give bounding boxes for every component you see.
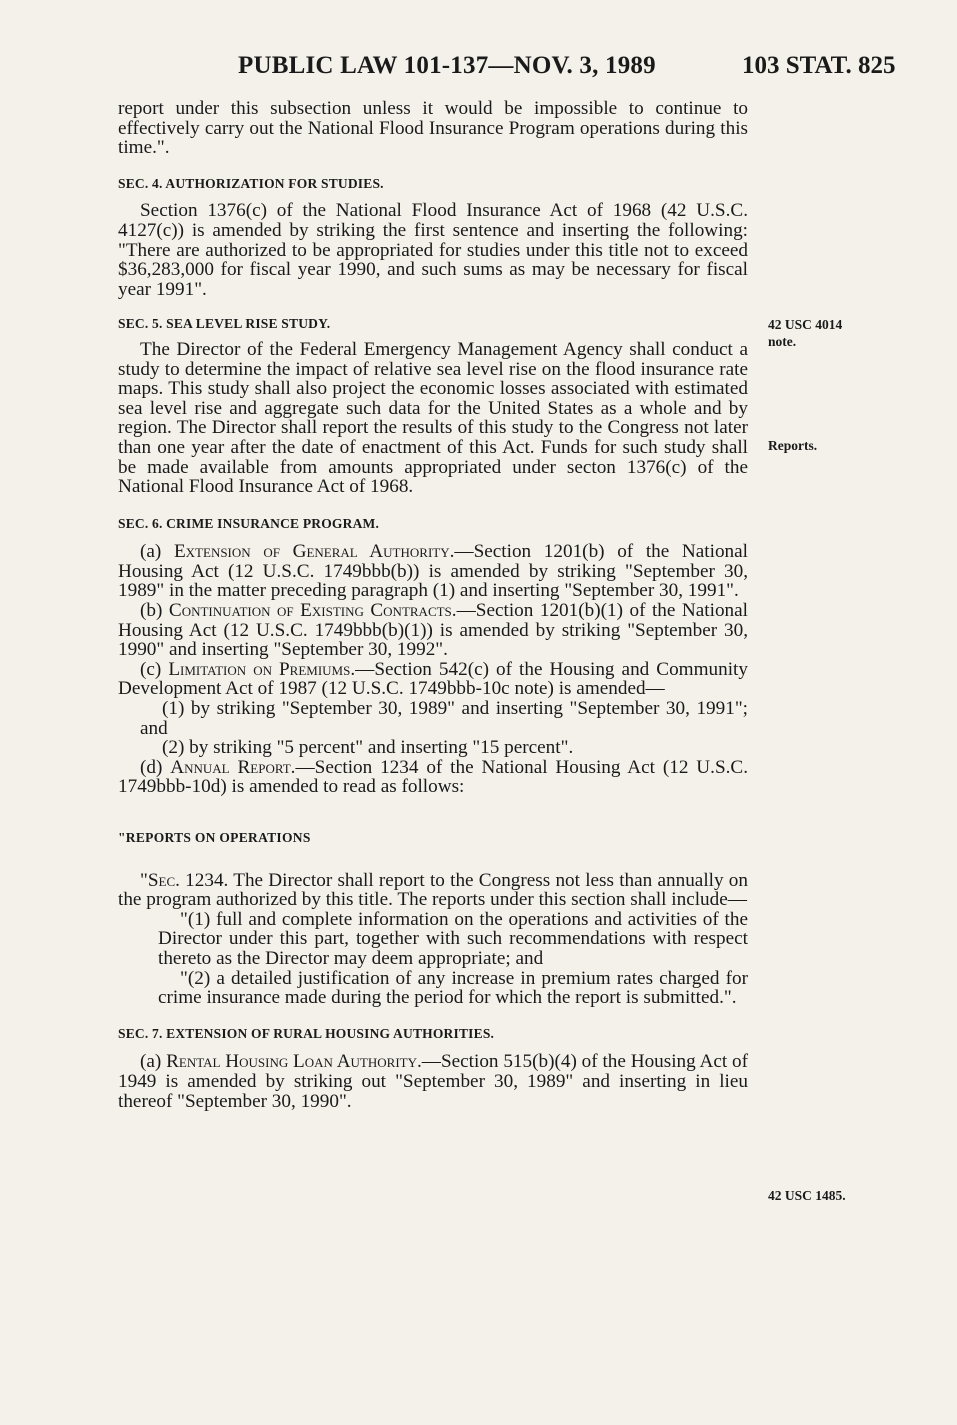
subsection-c-caption: Limitation on Premiums.	[168, 658, 356, 680]
subsection-b-label: (b)	[140, 600, 169, 622]
subsection-a-caption: Extension of General Authority.	[173, 541, 455, 563]
report-item-1: "(1) full and complete information on the operations and activities of the Director under this part, together with such recommendations with respect thereto as the Director may deem appropriate; and	[158, 908, 748, 969]
margin-note-usc-4014-line1: 42 USC 4014	[768, 317, 843, 332]
reports-on-operations-heading: "REPORTS ON OPERATIONS	[118, 830, 311, 845]
section-5-text: The Director of the Federal Emergency Management Agency shall conduct a study to determine the impact of relative sea level rise on the flood insurance rate maps. This study shall also project the economic losses associated with estimated sea level rise and aggregate such data for the United States as a whole and by region. The Director shall report the results of this study to the Congress not later than one year after the date of enactment of this Act. Funds for such study shall be made available from amounts appropriated under secton 1376(c) of the National Flood Insurance Act of 1968.	[118, 338, 748, 498]
subsection-c-text: —Section 542(c) of the Housing and Community Development Act of 1987 (12 U.S.C. 1749bbb-10c note) is amended—	[118, 658, 748, 700]
section-7-a-caption: Rental Housing Loan Authority.	[166, 1051, 422, 1073]
subsection-d-text: —Section 1234 of the National Housing Act (12 U.S.C. 1749bbb-10d) is amended to read as follows:	[118, 756, 749, 798]
subsection-d-caption: Annual Report.	[170, 756, 296, 778]
section-7-a-text: —Section 515(b)(4) of the Housing Act of 1949 is amended by striking out "September 30, 1989" and inserting in lieu thereof "September 30, 1990".	[118, 1051, 748, 1112]
subsection-b-caption: Continuation of Existing Contracts.	[168, 600, 457, 622]
subsection-c-paragraph-2: (2) by striking "5 percent" and inserting "15 percent".	[162, 737, 574, 759]
margin-note-reports: Reports.	[768, 438, 818, 453]
subsection-c-paragraph-1: (1) by striking "September 30, 1989" and inserting "September 30, 1991"; and	[140, 698, 748, 739]
section-6-heading: SEC. 6. CRIME INSURANCE PROGRAM.	[118, 515, 380, 531]
section-1234-text	[118, 871, 748, 910]
section-6-subsection-b	[118, 601, 748, 660]
section-6-subsection-d	[118, 758, 748, 797]
section-4-text: Section 1376(c) of the National Flood Insurance Act of 1968 (42 U.S.C. 4127(c)) is amended by striking the first sentence and inserting the following: "There are authorized to be appropriated for studies under this title not to exceed $36,283,000 for fiscal year 1990, and such sums as may be necessary for fiscal year 1991".	[118, 200, 748, 300]
section-7-subsection-a	[118, 1052, 748, 1111]
subsection-c-label: (c)	[140, 658, 169, 680]
margin-note-usc-1485: 42 USC 1485.	[768, 1188, 846, 1203]
section-7-heading: SEC. 7. EXTENSION OF RURAL HOUSING AUTHORITIES.	[118, 1025, 495, 1041]
page-header-stat: 103 STAT. 825	[742, 52, 896, 79]
subsection-a-text: —Section 1201(b) of the National Housing Act (12 U.S.C. 1749bbb(b)) is amended by striking "September 30, 1989" in the matter preceding paragraph (1) and inserting "September 30, 1991".	[118, 541, 748, 602]
margin-note-usc-4014	[768, 316, 842, 350]
subsection-a-label: (a)	[140, 541, 174, 563]
section-1234-lead: "Sec.	[140, 869, 180, 891]
section-6-subsection-a	[118, 542, 748, 601]
section-6-subsection-c	[118, 660, 748, 699]
page-header-title: PUBLIC LAW 101-137—NOV. 3, 1989	[238, 52, 656, 79]
report-item-2: "(2) a detailed justification of any increase in premium rates charged for crime insurance made during the period for which the report is submitted.".	[158, 967, 748, 1009]
section-1234-body: 1234. The Director shall report to the Congress not less than annually on the program authorized by this title. The reports under this section shall include—	[118, 869, 748, 911]
subsection-d-label: (d)	[140, 756, 171, 778]
subsection-b-text: —Section 1201(b)(1) of the National Housing Act (12 U.S.C. 1749bbb(b)(1)) is amended by striking "September 30, 1990" and inserting "September 30, 1992".	[118, 600, 748, 661]
section-7-a-label: (a)	[140, 1051, 167, 1073]
document-body	[118, 99, 748, 1111]
section-4-heading: SEC. 4. AUTHORIZATION FOR STUDIES.	[118, 175, 384, 191]
section-5-heading: SEC. 5. SEA LEVEL RISE STUDY.	[118, 316, 331, 332]
paragraph-continuation: report under this subsection unless it would be impossible to continue to effectively carry out the National Flood Insurance Program operations during this time.".	[118, 98, 748, 159]
margin-note-usc-4014-line2: note.	[768, 334, 797, 349]
